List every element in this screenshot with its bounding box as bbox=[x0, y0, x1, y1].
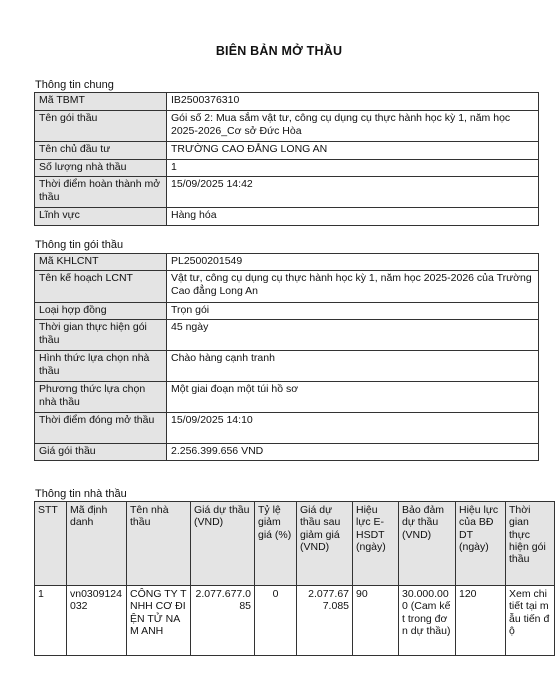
general-info-heading: Thông tin chung bbox=[35, 79, 114, 91]
general-info-table bbox=[34, 92, 539, 226]
package-value: Vật tư, công cụ dụng cụ thực hành học kỳ 1, năm học 2025-2026 của Trường Cao đẳng Long An bbox=[167, 271, 539, 303]
table-row bbox=[35, 586, 555, 656]
general-value: Hàng hóa bbox=[167, 208, 539, 226]
package-value: Trọn gói bbox=[167, 303, 539, 320]
general-row-tbmt bbox=[35, 93, 539, 111]
package-row-duration bbox=[35, 320, 539, 351]
col-header-duration: Thời gian thực hiện gói thầu bbox=[506, 502, 555, 586]
general-row-field bbox=[35, 208, 539, 226]
cell-validity: 90 bbox=[353, 586, 399, 656]
col-header-stt: STT bbox=[35, 502, 67, 586]
package-row-plan-name bbox=[35, 271, 539, 303]
package-label: Mã KHLCNT bbox=[35, 254, 167, 271]
cell-stt: 1 bbox=[35, 586, 67, 656]
package-row-selection-form bbox=[35, 351, 539, 382]
document-title: BIÊN BẢN MỞ THẦU bbox=[215, 44, 343, 58]
general-label: Số lượng nhà thầu bbox=[35, 160, 167, 177]
package-label: Tên kế hoạch LCNT bbox=[35, 271, 167, 303]
general-label: Tên chủ đầu tư bbox=[35, 142, 167, 160]
package-value: 45 ngày bbox=[167, 320, 539, 351]
general-label: Tên gói thầu bbox=[35, 111, 167, 142]
package-value: 2.256.399.656 VND bbox=[167, 444, 539, 461]
package-row-closing-time bbox=[35, 413, 539, 444]
general-value: IB2500376310 bbox=[167, 93, 539, 111]
cell-name: CÔNG TY TNHH CƠ ĐIỆN TỬ NAM ANH bbox=[127, 586, 191, 656]
general-row-package-name bbox=[35, 111, 539, 142]
col-header-discount: Tỷ lệ giảm giá (%) bbox=[255, 502, 297, 586]
cell-bid-price: 2.077.677.085 bbox=[191, 586, 255, 656]
package-value: 15/09/2025 14:10 bbox=[167, 413, 539, 444]
package-value: Chào hàng cạnh tranh bbox=[167, 351, 539, 382]
package-row-khlcnt bbox=[35, 254, 539, 271]
general-row-investor bbox=[35, 142, 539, 160]
general-row-bidder-count bbox=[35, 160, 539, 177]
package-label: Loại hợp đồng bbox=[35, 303, 167, 320]
package-row-contract-type bbox=[35, 303, 539, 320]
col-header-validity: Hiệu lực E-HSDT (ngày) bbox=[353, 502, 399, 586]
general-label: Thời điểm hoàn thành mở thầu bbox=[35, 177, 167, 208]
bidder-info-heading: Thông tin nhà thầu bbox=[35, 488, 127, 500]
package-label: Thời gian thực hiện gói thầu bbox=[35, 320, 167, 351]
package-label: Thời điểm đóng mở thầu bbox=[35, 413, 167, 444]
package-label: Phương thức lựa chọn nhà thầu bbox=[35, 382, 167, 413]
general-value: Gói số 2: Mua sắm vật tư, công cụ dụng cụ thực hành học kỳ 1, năm học 2025-2026_Cơ sở Đức Hòa bbox=[167, 111, 539, 142]
bidder-table bbox=[34, 501, 555, 656]
bidder-table-header bbox=[35, 502, 555, 586]
package-value: Một giai đoạn một túi hồ sơ bbox=[167, 382, 539, 413]
general-value: 15/09/2025 14:42 bbox=[167, 177, 539, 208]
package-value: PL2500201549 bbox=[167, 254, 539, 271]
col-header-id: Mã định danh bbox=[67, 502, 127, 586]
general-row-opening-completed bbox=[35, 177, 539, 208]
package-label: Giá gói thầu bbox=[35, 444, 167, 461]
col-header-name: Tên nhà thầu bbox=[127, 502, 191, 586]
col-header-guarantee: Bảo đảm dự thầu (VND) bbox=[399, 502, 456, 586]
cell-discount: 0 bbox=[255, 586, 297, 656]
cell-guarantee: 30.000.000 (Cam kết trong đơn dự thầu) bbox=[399, 586, 456, 656]
col-header-guarantee-validity: Hiệu lực của BĐ DT (ngày) bbox=[456, 502, 506, 586]
general-label: Mã TBMT bbox=[35, 93, 167, 111]
cell-id: vn0309124032 bbox=[67, 586, 127, 656]
col-header-bid-price: Giá dự thầu (VND) bbox=[191, 502, 255, 586]
cell-guarantee-validity: 120 bbox=[456, 586, 506, 656]
col-header-price-after-discount: Giá dự thầu sau giảm giá (VND) bbox=[297, 502, 353, 586]
cell-duration: Xem chi tiết tại mẫu tiến độ bbox=[506, 586, 555, 656]
general-value: 1 bbox=[167, 160, 539, 177]
package-row-price bbox=[35, 444, 539, 461]
package-info-heading: Thông tin gói thầu bbox=[35, 239, 124, 251]
package-row-selection-method bbox=[35, 382, 539, 413]
package-info-table bbox=[34, 253, 539, 461]
package-label: Hình thức lựa chọn nhà thầu bbox=[35, 351, 167, 382]
cell-price-after-discount: 2.077.677.085 bbox=[297, 586, 353, 656]
general-value: TRƯỜNG CAO ĐẲNG LONG AN bbox=[167, 142, 539, 160]
general-label: Lĩnh vực bbox=[35, 208, 167, 226]
